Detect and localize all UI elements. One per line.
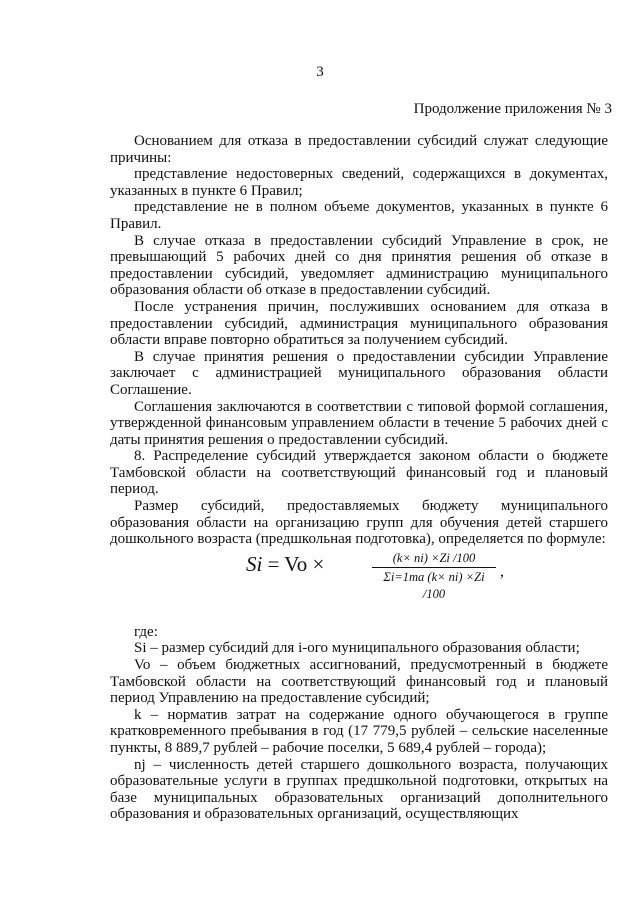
definition-item: nj – численность детей старшего дошкольного возраста, получающих образовательные услуги в группах предшкольной подготовки, открытых на базе муниципальных образовательных организаций дополнительного образования и образовательных организаций, осуществляющих	[110, 756, 608, 823]
paragraph: 8. Распределение субсидий утверждается законом области о бюджете Тамбовской области на соответствующий финансовый год и плановый период.	[110, 448, 608, 498]
paragraph: представление не в полном объеме документов, указанных в пункте 6 Правил.	[110, 199, 608, 232]
paragraph: Основанием для отказа в предоставлении субсидий служат следующие причины:	[110, 133, 608, 166]
appendix-label: Продолжение приложения № 3	[413, 101, 612, 117]
formula-numerator: (k× ni) ×Zi /100	[372, 550, 496, 569]
formula-equals-part: = Vo ×	[267, 551, 325, 576]
formula-denominator: Σi=1ma (k× ni) ×Zi /100	[383, 570, 485, 602]
formula-fraction	[372, 550, 496, 603]
subsidy-formula	[110, 550, 608, 602]
page-number: 3	[316, 64, 324, 80]
paragraph: Соглашения заключаются в соответствии с типовой формой соглашения, утвержденной финансовым управлением области в течение 5 рабочих дней с даты принятия решения о предоставлении субсидий.	[110, 398, 608, 448]
definition-item: Vo – объем бюджетных ассигнований, предусмотренный в бюджете Тамбовской области на соответствующий финансовый год и плановый период Управлению на предоставление субсидий;	[110, 657, 608, 707]
paragraph: В случае принятия решения о предоставлении субсидии Управление заключает с администрацией муниципального образования области Соглашение.	[110, 348, 608, 398]
formula-lhs	[246, 551, 325, 576]
paragraph: Размер субсидий, предоставляемых бюджету муниципального образования области на организацию групп для обучения детей старшего дошкольного возраста (предшкольная подготовка), определяется по формуле:	[110, 498, 608, 548]
document-body	[110, 133, 608, 823]
definition-item: Si – размер субсидий для i-ого муниципального образования области;	[134, 640, 580, 657]
definition-item: k – норматив затрат на содержание одного обучающегося в группе кратковременного пребывания в год (17 779,5 рублей – сельские населенные пункты, 8 889,7 рублей – рабочие поселки, 5 689,4 рублей – города);	[110, 706, 608, 756]
formula-comma: ,	[500, 562, 504, 580]
paragraph: представление недостоверных сведений, содержащихся в документах, указанных в пункте 6 Правил;	[110, 166, 608, 199]
paragraph: После устранения причин, послуживших основанием для отказа в предоставлении субсидий, администрация муниципального образования области вправе повторно обратиться за получением субсидий.	[110, 298, 608, 349]
paragraph: В случае отказа в предоставлении субсидий Управление в срок, не превышающий 5 рабочих дней со дня принятия решения об отказе в предоставлении субсидий, уведомляет администрацию муниципального образования области об отказе в предоставлении субсидий.	[110, 232, 608, 299]
definitions-intro: где:	[134, 623, 158, 640]
formula-lhs-symbol: Si	[246, 551, 263, 576]
